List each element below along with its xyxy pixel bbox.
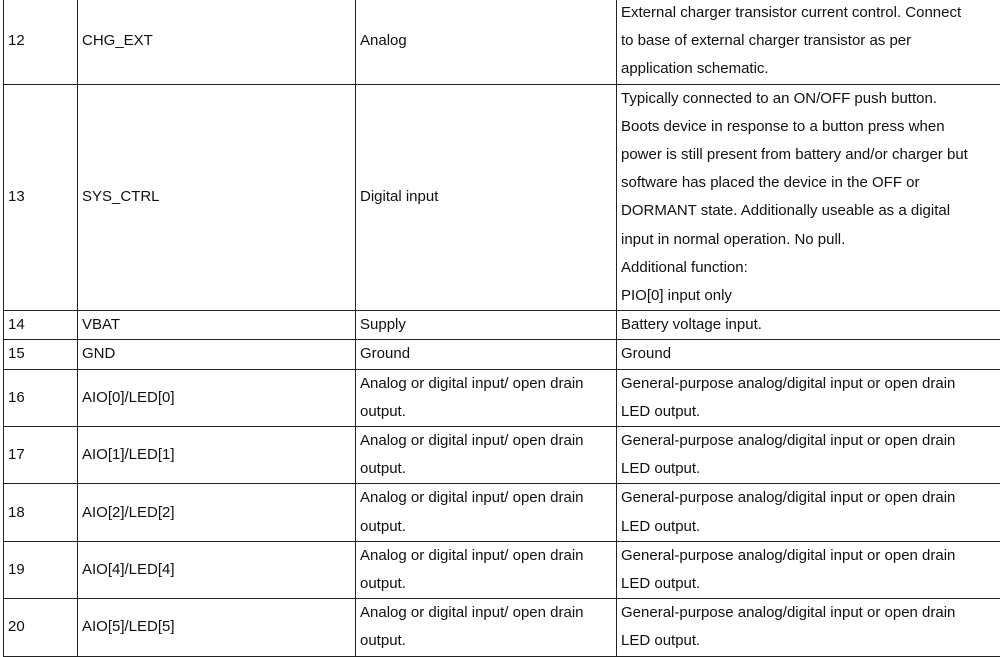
pin-description-line: Battery voltage input. <box>621 311 999 339</box>
pin-number-cell <box>4 311 78 340</box>
pin-name-cell <box>78 340 356 369</box>
pin-description-line: General-purpose analog/digital input or open drain <box>621 542 999 570</box>
pin-name-text: AIO[0]/LED[0] <box>82 384 351 412</box>
pin-description-line: power is still present from battery and/or charger but <box>621 141 999 169</box>
pin-type-line: Analog or digital input/ open drain <box>360 542 612 570</box>
pin-type-line: Supply <box>360 311 612 339</box>
pin-description-line: LED output. <box>621 398 999 426</box>
pin-description-line: DORMANT state. Additionally useable as a digital <box>621 197 999 225</box>
pin-description-line: General-purpose analog/digital input or open drain <box>621 370 999 398</box>
pin-description-line: LED output. <box>621 627 999 655</box>
table-row <box>4 541 1000 598</box>
pin-name-text: AIO[2]/LED[2] <box>82 499 351 527</box>
pin-number-cell <box>4 340 78 369</box>
pin-name-text: GND <box>82 340 351 368</box>
pin-number-text: 19 <box>8 556 73 584</box>
pin-number-text: 12 <box>8 27 73 55</box>
pin-description-line: LED output. <box>621 570 999 598</box>
pin-number-cell <box>4 484 78 541</box>
pin-description-cell <box>617 599 1000 656</box>
pin-description-line: LED output. <box>621 513 999 541</box>
pin-number-cell <box>4 369 78 426</box>
pin-name-text: AIO[4]/LED[4] <box>82 556 351 584</box>
pin-description-line: input in normal operation. No pull. <box>621 226 999 254</box>
pin-number-cell <box>4 541 78 598</box>
pin-description-cell <box>617 484 1000 541</box>
pin-type-line: output. <box>360 513 612 541</box>
pin-description-table <box>3 0 1000 657</box>
table-row <box>4 0 1000 84</box>
pin-description-cell <box>617 541 1000 598</box>
pin-number-text: 17 <box>8 441 73 469</box>
pin-type-line: Ground <box>360 340 612 368</box>
pin-name-cell <box>78 0 356 84</box>
pin-description-line: General-purpose analog/digital input or open drain <box>621 599 999 627</box>
pin-type-cell <box>356 311 617 340</box>
pin-number-text: 13 <box>8 183 73 211</box>
pin-description-line: Boots device in response to a button press when <box>621 113 999 141</box>
pin-number-text: 20 <box>8 613 73 641</box>
pin-type-line: Analog or digital input/ open drain <box>360 484 612 512</box>
pin-type-line: output. <box>360 398 612 426</box>
table-row <box>4 340 1000 369</box>
pin-description-line: application schematic. <box>621 55 999 83</box>
pin-name-cell <box>78 369 356 426</box>
pin-description-cell <box>617 311 1000 340</box>
pin-name-text: CHG_EXT <box>82 27 351 55</box>
pin-description-cell <box>617 0 1000 84</box>
pin-number-cell <box>4 84 78 311</box>
table-row <box>4 599 1000 656</box>
pin-type-line: Analog <box>360 27 612 55</box>
pin-description-line: PIO[0] input only <box>621 282 999 310</box>
pin-number-text: 16 <box>8 384 73 412</box>
pin-number-cell <box>4 0 78 84</box>
pin-name-cell <box>78 484 356 541</box>
pin-description-line: Additional function: <box>621 254 999 282</box>
pin-type-line: Analog or digital input/ open drain <box>360 427 612 455</box>
pin-description-line: Typically connected to an ON/OFF push button. <box>621 85 999 113</box>
pin-number-cell <box>4 427 78 484</box>
pin-table-body <box>4 0 1000 656</box>
pin-type-line: Digital input <box>360 183 612 211</box>
pin-name-cell <box>78 599 356 656</box>
pin-type-line: Analog or digital input/ open drain <box>360 599 612 627</box>
pin-type-cell <box>356 340 617 369</box>
pin-name-cell <box>78 427 356 484</box>
pin-type-cell <box>356 427 617 484</box>
pin-description-cell <box>617 427 1000 484</box>
pin-type-line: output. <box>360 570 612 598</box>
table-row <box>4 427 1000 484</box>
pin-number-text: 14 <box>8 311 73 339</box>
pin-description-line: to base of external charger transistor as per <box>621 27 999 55</box>
pin-type-cell <box>356 541 617 598</box>
pin-description-line: LED output. <box>621 455 999 483</box>
pin-name-text: AIO[1]/LED[1] <box>82 441 351 469</box>
pin-name-text: VBAT <box>82 311 351 339</box>
pin-description-cell <box>617 84 1000 311</box>
pin-name-cell <box>78 311 356 340</box>
pin-description-cell <box>617 340 1000 369</box>
pin-type-cell <box>356 599 617 656</box>
table-row <box>4 84 1000 311</box>
pin-description-line: software has placed the device in the OFF or <box>621 169 999 197</box>
pin-type-cell <box>356 0 617 84</box>
pin-number-text: 15 <box>8 340 73 368</box>
pin-number-text: 18 <box>8 499 73 527</box>
pin-type-line: Analog or digital input/ open drain <box>360 370 612 398</box>
table-row <box>4 369 1000 426</box>
pin-description-cell <box>617 369 1000 426</box>
pin-type-cell <box>356 484 617 541</box>
pin-description-line: General-purpose analog/digital input or open drain <box>621 427 999 455</box>
pin-description-line: Ground <box>621 340 999 368</box>
pin-name-cell <box>78 84 356 311</box>
pin-type-line: output. <box>360 627 612 655</box>
pin-name-text: AIO[5]/LED[5] <box>82 613 351 641</box>
pin-number-cell <box>4 599 78 656</box>
table-row <box>4 484 1000 541</box>
pin-type-cell <box>356 369 617 426</box>
pin-description-line: External charger transistor current control. Connect <box>621 0 999 27</box>
table-row <box>4 311 1000 340</box>
pin-type-line: output. <box>360 455 612 483</box>
pin-type-cell <box>356 84 617 311</box>
pin-name-text: SYS_CTRL <box>82 183 351 211</box>
pin-description-line: General-purpose analog/digital input or open drain <box>621 484 999 512</box>
pin-name-cell <box>78 541 356 598</box>
